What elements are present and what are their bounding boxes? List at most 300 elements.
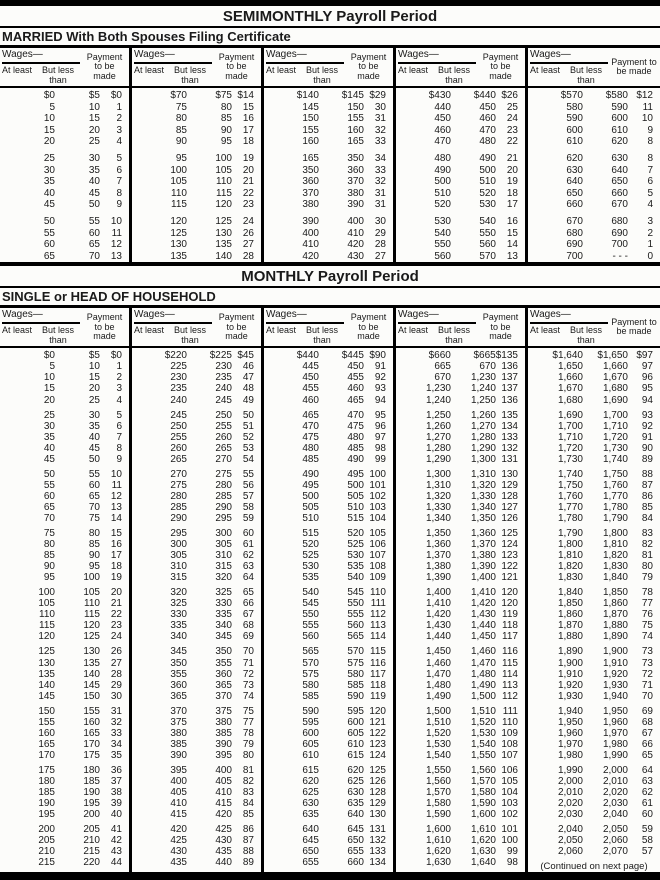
at-least-cell: 1,720 xyxy=(557,442,583,454)
but-less-cell: 560 xyxy=(479,239,496,251)
wages-header-label: Wages— xyxy=(134,49,212,64)
at-least-cell: 1,910 xyxy=(557,668,583,680)
but-less-cell: 650 xyxy=(347,835,364,847)
payment-cell: 52 xyxy=(242,431,254,443)
wage-column-group xyxy=(396,48,528,262)
at-least-header: At least xyxy=(530,65,561,75)
at-least-cell: 530 xyxy=(434,215,451,227)
but-less-cell: 80 xyxy=(220,101,232,113)
row-group xyxy=(0,350,129,405)
but-less-cell: 1,730 xyxy=(602,442,628,454)
but-less-cell: 370 xyxy=(215,690,232,702)
wage-column-group xyxy=(0,308,132,872)
at-least-cell: 660 xyxy=(566,199,583,211)
payment-cell: 73 xyxy=(641,657,653,669)
rows xyxy=(528,88,660,262)
at-least-cell: 10 xyxy=(43,372,55,384)
wage-row xyxy=(132,480,261,491)
payment-cell: 20 xyxy=(242,164,254,176)
payment-cell: 65 xyxy=(242,587,254,599)
but-less-cell: 390 xyxy=(215,738,232,750)
row-group xyxy=(264,216,393,262)
at-least-cell: 10 xyxy=(43,113,55,125)
row-group xyxy=(528,706,660,761)
wage-row xyxy=(132,188,261,200)
at-least-cell: 550 xyxy=(302,609,319,621)
wage-row xyxy=(0,717,129,728)
at-least-cell: 470 xyxy=(302,420,319,432)
but-less-cell: 290 xyxy=(215,501,232,513)
payment-cell: 74 xyxy=(242,690,254,702)
at-least-cell: 450 xyxy=(302,372,319,384)
but-less-cell: 460 xyxy=(479,113,496,125)
but-less-cell: 430 xyxy=(215,835,232,847)
but-less-cell: 470 xyxy=(347,409,364,421)
bottom-border-bar xyxy=(0,872,660,880)
at-least-cell: 1,940 xyxy=(557,705,583,717)
wage-row xyxy=(396,787,525,798)
wage-row xyxy=(396,824,525,835)
at-least-cell: 145 xyxy=(38,690,55,702)
payment-cell: 63 xyxy=(641,776,653,787)
but-less-cell: 2,060 xyxy=(602,835,628,847)
but-less-cell: 10 xyxy=(88,101,100,113)
payment-cell: 21 xyxy=(506,152,518,164)
wage-row xyxy=(396,136,525,148)
but-less-cell: 160 xyxy=(347,124,364,136)
at-least-cell: $220 xyxy=(164,350,187,362)
rows xyxy=(132,88,261,262)
at-least-cell: 470 xyxy=(434,136,451,148)
row-group xyxy=(396,350,525,405)
at-least-cell: 1,270 xyxy=(425,431,451,443)
but-less-cell: 550 xyxy=(347,598,364,610)
at-least-cell: 275 xyxy=(170,479,187,491)
payment-cell: 112 xyxy=(370,609,386,621)
payment-cell: 97 xyxy=(641,361,653,373)
payment-cell: 85 xyxy=(641,501,653,513)
row-group xyxy=(0,528,129,583)
wage-subheaders xyxy=(134,324,212,345)
wage-row xyxy=(132,728,261,739)
wage-row xyxy=(0,491,129,502)
wage-row xyxy=(132,776,261,787)
but-less-cell: 470 xyxy=(479,124,496,136)
at-least-cell: 1,800 xyxy=(557,539,583,551)
at-least-cell: 1,520 xyxy=(425,727,451,739)
wage-row xyxy=(528,469,660,480)
column-header xyxy=(132,308,261,348)
but-less-cell: 1,740 xyxy=(602,453,628,465)
at-least-cell: $660 xyxy=(428,350,451,362)
payment-cell: 120 xyxy=(369,705,386,717)
at-least-cell: 55 xyxy=(43,479,55,491)
wage-row xyxy=(0,443,129,454)
row-group xyxy=(528,90,660,148)
but-less-cell: 1,460 xyxy=(470,646,496,658)
but-less-cell: 610 xyxy=(347,738,364,750)
wage-row xyxy=(396,480,525,491)
but-less-cell: 595 xyxy=(347,705,364,717)
but-less-cell: 530 xyxy=(479,199,496,211)
payment-cell: 95 xyxy=(374,409,386,421)
wages-header-label: Wages— xyxy=(398,49,476,64)
but-less-cell: 425 xyxy=(215,824,232,836)
at-least-cell: 1,470 xyxy=(425,668,451,680)
but-less-cell: 390 xyxy=(347,199,364,211)
but-less-cell: 1,480 xyxy=(470,668,496,680)
but-less-cell: 1,540 xyxy=(470,738,496,750)
at-least-cell: 2,010 xyxy=(557,787,583,799)
payment-cell: 84 xyxy=(242,798,254,810)
at-least-cell: 290 xyxy=(170,512,187,524)
but-less-cell: $665 xyxy=(473,350,496,362)
wage-row xyxy=(528,361,660,372)
but-less-cell: 1,620 xyxy=(470,835,496,847)
at-least-cell: 1,690 xyxy=(557,409,583,421)
at-least-cell: 1,440 xyxy=(425,631,451,643)
payment-cell: 110 xyxy=(370,587,386,599)
wage-row xyxy=(528,421,660,432)
wage-row xyxy=(264,176,393,188)
payment-cell: 98 xyxy=(374,442,386,454)
payment-cell: 88 xyxy=(242,846,254,858)
payment-cell: 53 xyxy=(242,442,254,454)
but-less-cell: 325 xyxy=(215,587,232,599)
at-least-cell: 445 xyxy=(302,361,319,373)
wage-row xyxy=(132,136,261,148)
payment-cell: 5 xyxy=(116,152,122,164)
payment-cell: 12 xyxy=(110,239,122,251)
wage-row xyxy=(264,410,393,421)
but-less-cell: 1,410 xyxy=(470,587,496,599)
at-least-cell: 670 xyxy=(434,372,451,384)
payment-cell: 3 xyxy=(647,215,653,227)
at-least-cell: 185 xyxy=(38,787,55,799)
wage-row xyxy=(396,410,525,421)
at-least-cell: 55 xyxy=(43,227,55,239)
payment-cell: 48 xyxy=(242,383,254,395)
wage-row xyxy=(528,372,660,383)
at-least-cell: 515 xyxy=(302,528,319,540)
at-least-cell: 490 xyxy=(302,468,319,480)
but-less-cell: 410 xyxy=(215,787,232,799)
at-least-cell: 525 xyxy=(302,550,319,562)
wage-row xyxy=(132,528,261,539)
at-least-cell: 1,880 xyxy=(557,631,583,643)
at-least-cell: 1,250 xyxy=(425,409,451,421)
payment-cell: 2 xyxy=(116,113,122,125)
at-least-cell: 175 xyxy=(38,764,55,776)
wage-row xyxy=(264,153,393,165)
payment-cell: 8 xyxy=(116,187,122,199)
but-less-cell: 1,990 xyxy=(602,749,628,761)
payment-cell: 6 xyxy=(647,176,653,188)
wage-row xyxy=(528,561,660,572)
at-least-cell: 605 xyxy=(302,738,319,750)
row-group xyxy=(132,350,261,405)
continued-note: (Continued on next page) xyxy=(540,861,648,873)
at-least-cell: 680 xyxy=(566,227,583,239)
but-less-cell: 545 xyxy=(347,587,364,599)
payment-cell: 113 xyxy=(370,620,386,632)
but-less-cell: 1,770 xyxy=(602,490,628,502)
payment-cell: 122 xyxy=(501,561,518,573)
but-less-cell: 45 xyxy=(88,187,100,199)
payment-cell: 71 xyxy=(242,657,254,669)
wages-header-label: Wages— xyxy=(530,49,608,64)
but-less-cell: 90 xyxy=(220,124,232,136)
wage-row xyxy=(0,809,129,820)
at-least-cell: 45 xyxy=(43,199,55,211)
but-less-cell: 1,790 xyxy=(602,512,628,524)
payment-cell: 57 xyxy=(641,846,653,858)
at-least-cell: 560 xyxy=(302,631,319,643)
at-least-cell: 480 xyxy=(302,442,319,454)
wage-row xyxy=(528,598,660,609)
at-least-cell: 1,780 xyxy=(557,512,583,524)
wage-row xyxy=(528,550,660,561)
payment-cell: 18 xyxy=(242,136,254,148)
but-less-cell: 140 xyxy=(215,250,232,262)
payment-cell: 16 xyxy=(110,539,122,551)
payment-header: Payment to be made xyxy=(86,51,123,81)
but-less-cell: 335 xyxy=(215,609,232,621)
payment-cell: 28 xyxy=(110,668,122,680)
wage-row xyxy=(0,454,129,465)
payment-cell: 4 xyxy=(116,136,122,148)
at-least-cell: 590 xyxy=(302,705,319,717)
wage-row xyxy=(396,113,525,125)
but-less-cell: 1,610 xyxy=(470,824,496,836)
payment-cell: 30 xyxy=(110,690,122,702)
at-least-cell: $70 xyxy=(170,90,187,101)
but-less-than-header: But less than xyxy=(437,325,470,345)
at-least-cell: 335 xyxy=(170,620,187,632)
wage-subheaders xyxy=(134,64,212,85)
wage-row xyxy=(132,765,261,776)
wage-row xyxy=(396,361,525,372)
but-less-cell: 1,810 xyxy=(602,539,628,551)
at-least-cell: 1,570 xyxy=(425,787,451,799)
wage-row xyxy=(396,798,525,809)
wage-row xyxy=(0,383,129,394)
but-less-cell: 165 xyxy=(347,136,364,148)
wage-row xyxy=(0,361,129,372)
but-less-cell: 235 xyxy=(215,372,232,384)
at-least-cell: 1,790 xyxy=(557,528,583,540)
wage-row xyxy=(528,350,660,361)
but-less-cell: 1,390 xyxy=(470,561,496,573)
wage-row xyxy=(0,835,129,846)
payment-header: Payment to be made xyxy=(482,312,519,342)
but-less-cell: 160 xyxy=(83,716,100,728)
at-least-cell: 230 xyxy=(170,372,187,384)
wage-row xyxy=(528,480,660,491)
wage-row xyxy=(264,598,393,609)
row-group xyxy=(0,587,129,642)
at-least-cell: 1,230 xyxy=(425,383,451,395)
wage-row xyxy=(0,798,129,809)
wage-row xyxy=(396,251,525,263)
payment-cell: 24 xyxy=(242,215,254,227)
wage-row xyxy=(264,609,393,620)
wage-row xyxy=(132,454,261,465)
wage-row xyxy=(132,550,261,561)
but-less-cell: 270 xyxy=(215,453,232,465)
payment-cell: $14 xyxy=(237,90,254,101)
wage-row xyxy=(264,680,393,691)
payment-cell: 92 xyxy=(641,420,653,432)
wage-row xyxy=(264,469,393,480)
row-group xyxy=(0,706,129,761)
payment-cell: 41 xyxy=(110,824,122,836)
wage-row xyxy=(264,443,393,454)
payment-cell: 91 xyxy=(641,431,653,443)
wage-row xyxy=(396,372,525,383)
payment-cell: 133 xyxy=(501,431,518,443)
but-less-cell: 65 xyxy=(88,239,100,251)
wage-row xyxy=(264,646,393,657)
wage-row xyxy=(132,598,261,609)
at-least-cell: 500 xyxy=(434,176,451,188)
payment-header: Payment to be made xyxy=(218,312,255,342)
at-least-cell: 1,820 xyxy=(557,561,583,573)
payment-cell: 44 xyxy=(110,857,122,869)
wage-row xyxy=(264,372,393,383)
wage-row xyxy=(132,395,261,406)
but-less-cell: 1,600 xyxy=(470,809,496,821)
payment-cell: 27 xyxy=(110,657,122,669)
at-least-cell: 630 xyxy=(566,164,583,176)
payment-cell: 63 xyxy=(242,561,254,573)
payment-cell: 114 xyxy=(370,631,386,643)
at-least-cell: 480 xyxy=(434,152,451,164)
wages-block xyxy=(0,308,80,346)
wage-row xyxy=(396,561,525,572)
but-less-cell: 1,630 xyxy=(470,846,496,858)
but-less-cell: 285 xyxy=(215,490,232,502)
wage-row xyxy=(132,410,261,421)
row-group xyxy=(132,528,261,583)
but-less-cell: 430 xyxy=(347,250,364,262)
payment-cell: 84 xyxy=(641,512,653,524)
at-least-cell: 455 xyxy=(302,383,319,395)
payment-cell: 31 xyxy=(374,199,386,211)
at-least-cell: 300 xyxy=(170,539,187,551)
payment-cell: 114 xyxy=(502,668,518,680)
wage-subheaders xyxy=(530,324,608,345)
wage-row xyxy=(528,443,660,454)
wage-row xyxy=(396,631,525,642)
at-least-cell: 205 xyxy=(38,835,55,847)
at-least-cell: 535 xyxy=(302,572,319,584)
at-least-cell: 180 xyxy=(38,776,55,787)
payment-cell: 74 xyxy=(641,631,653,643)
but-less-cell: 1,400 xyxy=(470,572,496,584)
payment-cell: 86 xyxy=(242,824,254,836)
payment-cell: 28 xyxy=(242,250,254,262)
row-group xyxy=(264,469,393,524)
but-less-cell: 20 xyxy=(88,383,100,395)
but-less-cell: 1,830 xyxy=(602,561,628,573)
payment-header: Payment to be made xyxy=(218,51,255,81)
but-less-cell: 1,970 xyxy=(602,727,628,739)
but-less-cell: 145 xyxy=(83,679,100,691)
but-less-cell: 110 xyxy=(84,598,100,610)
but-less-cell: 60 xyxy=(88,479,100,491)
payment-cell: 125 xyxy=(369,764,386,776)
wage-row xyxy=(396,728,525,739)
but-less-cell: 25 xyxy=(88,136,100,148)
wage-row xyxy=(396,835,525,846)
but-less-cell: 1,300 xyxy=(470,453,496,465)
payment-cell: 135 xyxy=(501,409,518,421)
wage-subheaders xyxy=(266,64,344,85)
wage-row xyxy=(132,572,261,583)
but-less-cell: 155 xyxy=(83,705,100,717)
wage-row xyxy=(264,706,393,717)
but-less-cell: 495 xyxy=(347,468,364,480)
payment-cell: 66 xyxy=(641,738,653,750)
but-less-cell: 30 xyxy=(88,152,100,164)
at-least-cell: 225 xyxy=(170,361,187,373)
payment-cell: 34 xyxy=(110,738,122,750)
at-least-cell: 585 xyxy=(302,690,319,702)
but-less-cell: 90 xyxy=(88,550,100,562)
at-least-cell: 95 xyxy=(43,572,55,584)
wage-row xyxy=(0,513,129,524)
payment-cell: 68 xyxy=(641,716,653,728)
but-less-cell: 450 xyxy=(347,361,364,373)
payment-cell: 0 xyxy=(647,250,653,262)
column-header xyxy=(0,308,129,348)
payment-cell: 10 xyxy=(110,215,122,227)
at-least-cell: 150 xyxy=(38,705,55,717)
payment-cell: 123 xyxy=(369,738,386,750)
at-least-cell: 195 xyxy=(38,809,55,821)
at-least-cell: 360 xyxy=(302,176,319,188)
but-less-cell: 330 xyxy=(215,598,232,610)
at-least-cell: 485 xyxy=(302,453,319,465)
at-least-cell: 635 xyxy=(302,809,319,821)
payment-cell: 131 xyxy=(501,453,518,465)
wage-row xyxy=(396,395,525,406)
wage-row xyxy=(132,432,261,443)
but-less-cell: 435 xyxy=(215,846,232,858)
but-less-cell: 35 xyxy=(88,420,100,432)
wage-row xyxy=(396,239,525,251)
but-less-cell: $5 xyxy=(88,90,100,101)
but-less-cell: 1,960 xyxy=(602,716,628,728)
wage-row xyxy=(396,432,525,443)
payment-cell: 132 xyxy=(501,442,518,454)
wage-row xyxy=(528,787,660,798)
but-less-cell: 1,850 xyxy=(602,587,628,599)
payment-cell: 17 xyxy=(242,124,254,136)
but-less-cell: 100 xyxy=(83,572,100,584)
at-least-cell: 615 xyxy=(302,764,319,776)
payment-cell: 77 xyxy=(641,598,653,610)
payment-cell: 111 xyxy=(370,598,386,610)
wage-row xyxy=(396,443,525,454)
but-less-cell: 240 xyxy=(215,383,232,395)
wage-row xyxy=(0,480,129,491)
wage-row xyxy=(528,188,660,200)
payment-cell: 16 xyxy=(506,215,518,227)
but-less-cell: 630 xyxy=(611,152,628,164)
at-least-cell: 1,680 xyxy=(557,394,583,406)
